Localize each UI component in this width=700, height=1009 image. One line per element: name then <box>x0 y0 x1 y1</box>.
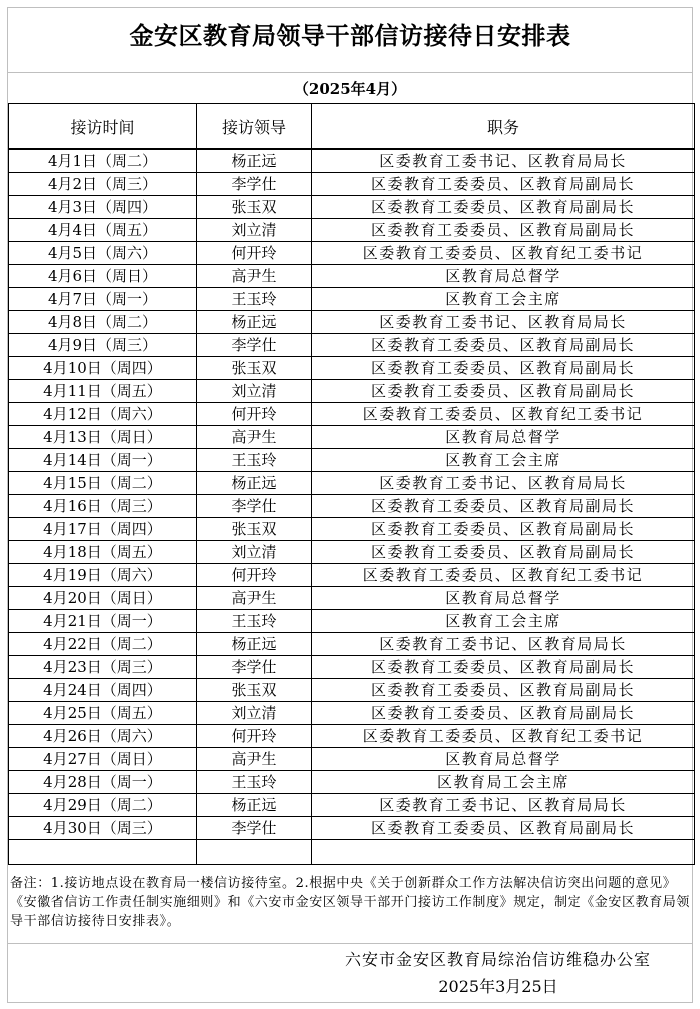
cell-leader: 刘立清 <box>197 380 312 403</box>
cell-date: 4月23日（周三） <box>9 656 197 679</box>
cell-position: 区委教育工委委员、区教育局副局长 <box>312 518 695 541</box>
table-row <box>9 679 695 702</box>
cell-date: 4月1日（周二） <box>9 149 197 173</box>
issue-date: 2025年3月25日 <box>438 977 558 996</box>
cell-position: 区委教育工委委员、区教育局副局长 <box>312 173 695 196</box>
cell-date: 4月15日（周二） <box>9 472 197 495</box>
cell-position: 区委教育工委书记、区教育局局长 <box>312 633 695 656</box>
cell-position: 区委教育工委委员、区教育局副局长 <box>312 541 695 564</box>
cell-leader: 高尹生 <box>197 426 312 449</box>
cell-leader: 张玉双 <box>197 518 312 541</box>
cell-date: 4月12日（周六） <box>9 403 197 426</box>
cell-date: 4月24日（周四） <box>9 679 197 702</box>
cell-position: 区委教育工委委员、区教育纪工委书记 <box>312 564 695 587</box>
page-title: 金安区教育局领导干部信访接待日安排表 <box>129 21 571 50</box>
cell-position: 区教育局工会主席 <box>312 771 695 794</box>
table-row <box>9 633 695 656</box>
cell-position: 区委教育工委书记、区教育局局长 <box>312 311 695 334</box>
cell-date: 4月22日（周二） <box>9 633 197 656</box>
table-row <box>9 173 695 196</box>
cell-position: 区委教育工委委员、区教育局副局长 <box>312 334 695 357</box>
empty-cell <box>9 840 197 865</box>
cell-date: 4月3日（周四） <box>9 196 197 219</box>
table-row <box>9 403 695 426</box>
table-row <box>9 357 695 380</box>
cell-date: 4月28日（周一） <box>9 771 197 794</box>
cell-date: 4月11日（周五） <box>9 380 197 403</box>
cell-leader: 王玉玲 <box>197 771 312 794</box>
cell-leader: 李学仕 <box>197 173 312 196</box>
cell-position: 区教育工会主席 <box>312 449 695 472</box>
table-row <box>9 196 695 219</box>
cell-leader: 张玉双 <box>197 196 312 219</box>
issuing-office: 六安市金安区教育局综治信访维稳办公室 <box>344 950 651 969</box>
cell-position: 区委教育工委委员、区教育纪工委书记 <box>312 242 695 265</box>
cell-date: 4月30日（周三） <box>9 817 197 840</box>
cell-leader: 何开玲 <box>197 725 312 748</box>
cell-date: 4月14日（周一） <box>9 449 197 472</box>
table-header-row <box>9 104 695 150</box>
cell-date: 4月9日（周三） <box>9 334 197 357</box>
cell-leader: 李学仕 <box>197 817 312 840</box>
cell-leader: 李学仕 <box>197 334 312 357</box>
cell-date: 4月21日（周一） <box>9 610 197 633</box>
table-row <box>9 518 695 541</box>
table-row <box>9 380 695 403</box>
schedule-sheet <box>7 7 693 1003</box>
table-row <box>9 748 695 771</box>
cell-position: 区教育局总督学 <box>312 587 695 610</box>
cell-position: 区委教育工委委员、区教育局副局长 <box>312 817 695 840</box>
cell-position: 区教育局总督学 <box>312 265 695 288</box>
table-row <box>9 288 695 311</box>
title-divider <box>8 72 692 73</box>
cell-position: 区教育局总督学 <box>312 426 695 449</box>
table-row <box>9 311 695 334</box>
cell-position: 区委教育工委委员、区教育局副局长 <box>312 219 695 242</box>
table-row <box>9 149 695 173</box>
cell-leader: 刘立清 <box>197 702 312 725</box>
cell-leader: 张玉双 <box>197 357 312 380</box>
table-row <box>9 794 695 817</box>
cell-date: 4月6日（周日） <box>9 265 197 288</box>
cell-position: 区委教育工委委员、区教育局副局长 <box>312 702 695 725</box>
table-row <box>9 334 695 357</box>
cell-date: 4月19日（周六） <box>9 564 197 587</box>
cell-date: 4月10日（周四） <box>9 357 197 380</box>
cell-leader: 高尹生 <box>197 748 312 771</box>
cell-leader: 张玉双 <box>197 679 312 702</box>
cell-position: 区委教育工委书记、区教育局局长 <box>312 472 695 495</box>
table-row <box>9 472 695 495</box>
cell-date: 4月26日（周六） <box>9 725 197 748</box>
cell-leader: 王玉玲 <box>197 610 312 633</box>
cell-leader: 王玉玲 <box>197 288 312 311</box>
cell-date: 4月2日（周三） <box>9 173 197 196</box>
cell-position: 区委教育工委委员、区教育局副局长 <box>312 196 695 219</box>
cell-date: 4月17日（周四） <box>9 518 197 541</box>
table-row <box>9 495 695 518</box>
cell-leader: 王玉玲 <box>197 449 312 472</box>
cell-date: 4月18日（周五） <box>9 541 197 564</box>
cell-position: 区委教育工委书记、区教育局局长 <box>312 149 695 173</box>
cell-leader: 何开玲 <box>197 564 312 587</box>
table-row <box>9 771 695 794</box>
cell-leader: 高尹生 <box>197 265 312 288</box>
table-row <box>9 817 695 840</box>
cell-leader: 杨正远 <box>197 633 312 656</box>
cell-date: 4月8日（周二） <box>9 311 197 334</box>
cell-date: 4月7日（周一） <box>9 288 197 311</box>
cell-position: 区委教育工委委员、区教育局副局长 <box>312 656 695 679</box>
table-row <box>9 610 695 633</box>
cell-position: 区委教育工委书记、区教育局局长 <box>312 794 695 817</box>
header-position: 职务 <box>312 104 695 150</box>
table-row <box>9 265 695 288</box>
cell-leader: 杨正远 <box>197 311 312 334</box>
cell-date: 4月20日（周日） <box>9 587 197 610</box>
header-date: 接访时间 <box>9 104 197 150</box>
page-subtitle: （2025年4月） <box>293 80 407 98</box>
table-empty-row <box>9 840 695 865</box>
cell-date: 4月25日（周五） <box>9 702 197 725</box>
cell-position: 区委教育工委委员、区教育纪工委书记 <box>312 725 695 748</box>
cell-leader: 高尹生 <box>197 587 312 610</box>
header-leader: 接访领导 <box>197 104 312 150</box>
cell-leader: 刘立清 <box>197 219 312 242</box>
cell-leader: 李学仕 <box>197 495 312 518</box>
cell-position: 区教育局总督学 <box>312 748 695 771</box>
cell-leader: 杨正远 <box>197 472 312 495</box>
cell-leader: 何开玲 <box>197 242 312 265</box>
table-row <box>9 449 695 472</box>
table-row <box>9 725 695 748</box>
note-divider <box>8 943 692 944</box>
table-row <box>9 541 695 564</box>
cell-leader: 杨正远 <box>197 794 312 817</box>
table-row <box>9 426 695 449</box>
cell-position: 区委教育工委委员、区教育局副局长 <box>312 679 695 702</box>
table-row <box>9 564 695 587</box>
cell-leader: 李学仕 <box>197 656 312 679</box>
table-row <box>9 587 695 610</box>
empty-cell <box>197 840 312 865</box>
cell-date: 4月29日（周二） <box>9 794 197 817</box>
cell-position: 区教育工会主席 <box>312 288 695 311</box>
cell-date: 4月5日（周六） <box>9 242 197 265</box>
cell-date: 4月16日（周三） <box>9 495 197 518</box>
cell-leader: 刘立清 <box>197 541 312 564</box>
cell-date: 4月13日（周日） <box>9 426 197 449</box>
cell-date: 4月4日（周五） <box>9 219 197 242</box>
empty-cell <box>312 840 695 865</box>
cell-position: 区教育工会主席 <box>312 610 695 633</box>
remarks-note: 备注：1.接访地点设在教育局一楼信访接待室。2.根据中央《关于创新群众工作方法解决信访突出问题的意见》《安徽省信访工作责任制实施细则》和《六安市金安区领导干部开门接访工作制度》规定，制定《金安区教育局领导干部信访接待日安排表》。 <box>10 876 691 929</box>
cell-position: 区委教育工委委员、区教育纪工委书记 <box>312 403 695 426</box>
cell-leader: 何开玲 <box>197 403 312 426</box>
cell-date: 4月27日（周日） <box>9 748 197 771</box>
table-row <box>9 702 695 725</box>
cell-leader: 杨正远 <box>197 149 312 173</box>
table-row <box>9 219 695 242</box>
cell-position: 区委教育工委委员、区教育局副局长 <box>312 380 695 403</box>
cell-position: 区委教育工委委员、区教育局副局长 <box>312 495 695 518</box>
cell-position: 区委教育工委委员、区教育局副局长 <box>312 357 695 380</box>
table-row <box>9 656 695 679</box>
schedule-table <box>8 103 695 865</box>
table-row <box>9 242 695 265</box>
